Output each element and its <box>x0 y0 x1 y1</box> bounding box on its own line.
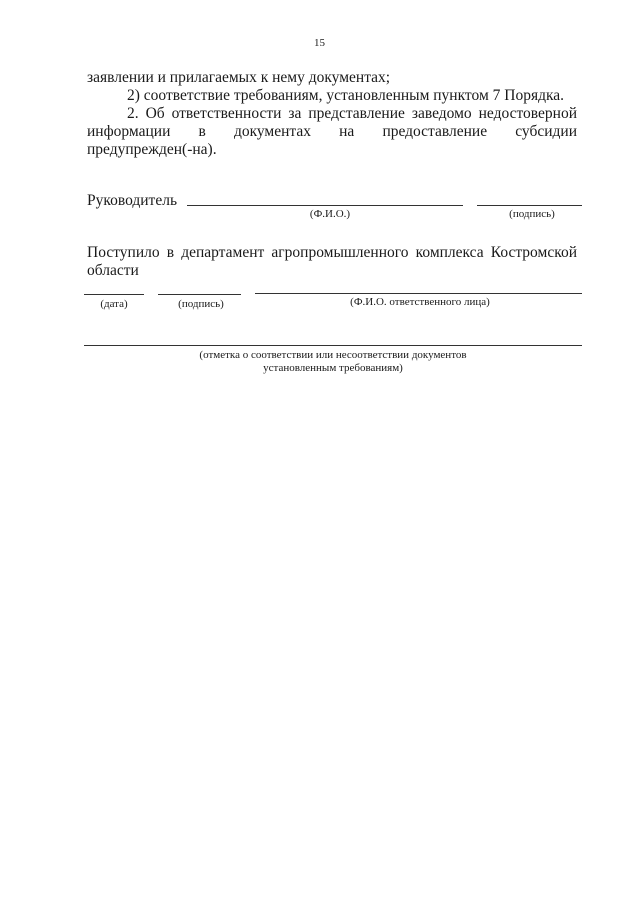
receipt-signature-line <box>158 294 241 295</box>
body-line-3: 2. Об ответственности за представление заведомо недостоверной <box>127 105 577 122</box>
body-line-2: 2) соответствие требованиям, установленным пунктом 7 Порядка. <box>127 87 565 104</box>
director-signature-line <box>477 205 582 206</box>
receipt-signature-caption: (подпись) <box>178 298 224 310</box>
body-line-4: информации в документах на предоставление субсидии <box>87 123 577 140</box>
director-fio-line <box>187 205 463 206</box>
compliance-caption-line-2: установленным требованиям) <box>263 362 403 374</box>
director-fio-caption: (Ф.И.О.) <box>309 208 351 220</box>
date-caption: (дата) <box>100 298 128 310</box>
director-signature-caption: (подпись) <box>509 208 555 220</box>
director-label: Руководитель <box>87 192 178 209</box>
responsible-fio-line <box>255 293 582 294</box>
compliance-mark-line <box>84 345 582 346</box>
page-number: 15 <box>314 37 325 49</box>
date-line <box>84 294 144 295</box>
responsible-fio-caption: (Ф.И.О. ответственного лица) <box>350 296 490 308</box>
compliance-caption-line-1: (отметка о соответствии или несоответствии документов <box>199 349 467 361</box>
body-line-5: предупрежден(-на). <box>87 141 217 158</box>
body-line-1: заявлении и прилагаемых к нему документах; <box>87 69 391 86</box>
receipt-line-2: области <box>87 262 139 279</box>
receipt-line-1: Поступило в департамент агропромышленного комплекса Костромской <box>87 244 577 261</box>
